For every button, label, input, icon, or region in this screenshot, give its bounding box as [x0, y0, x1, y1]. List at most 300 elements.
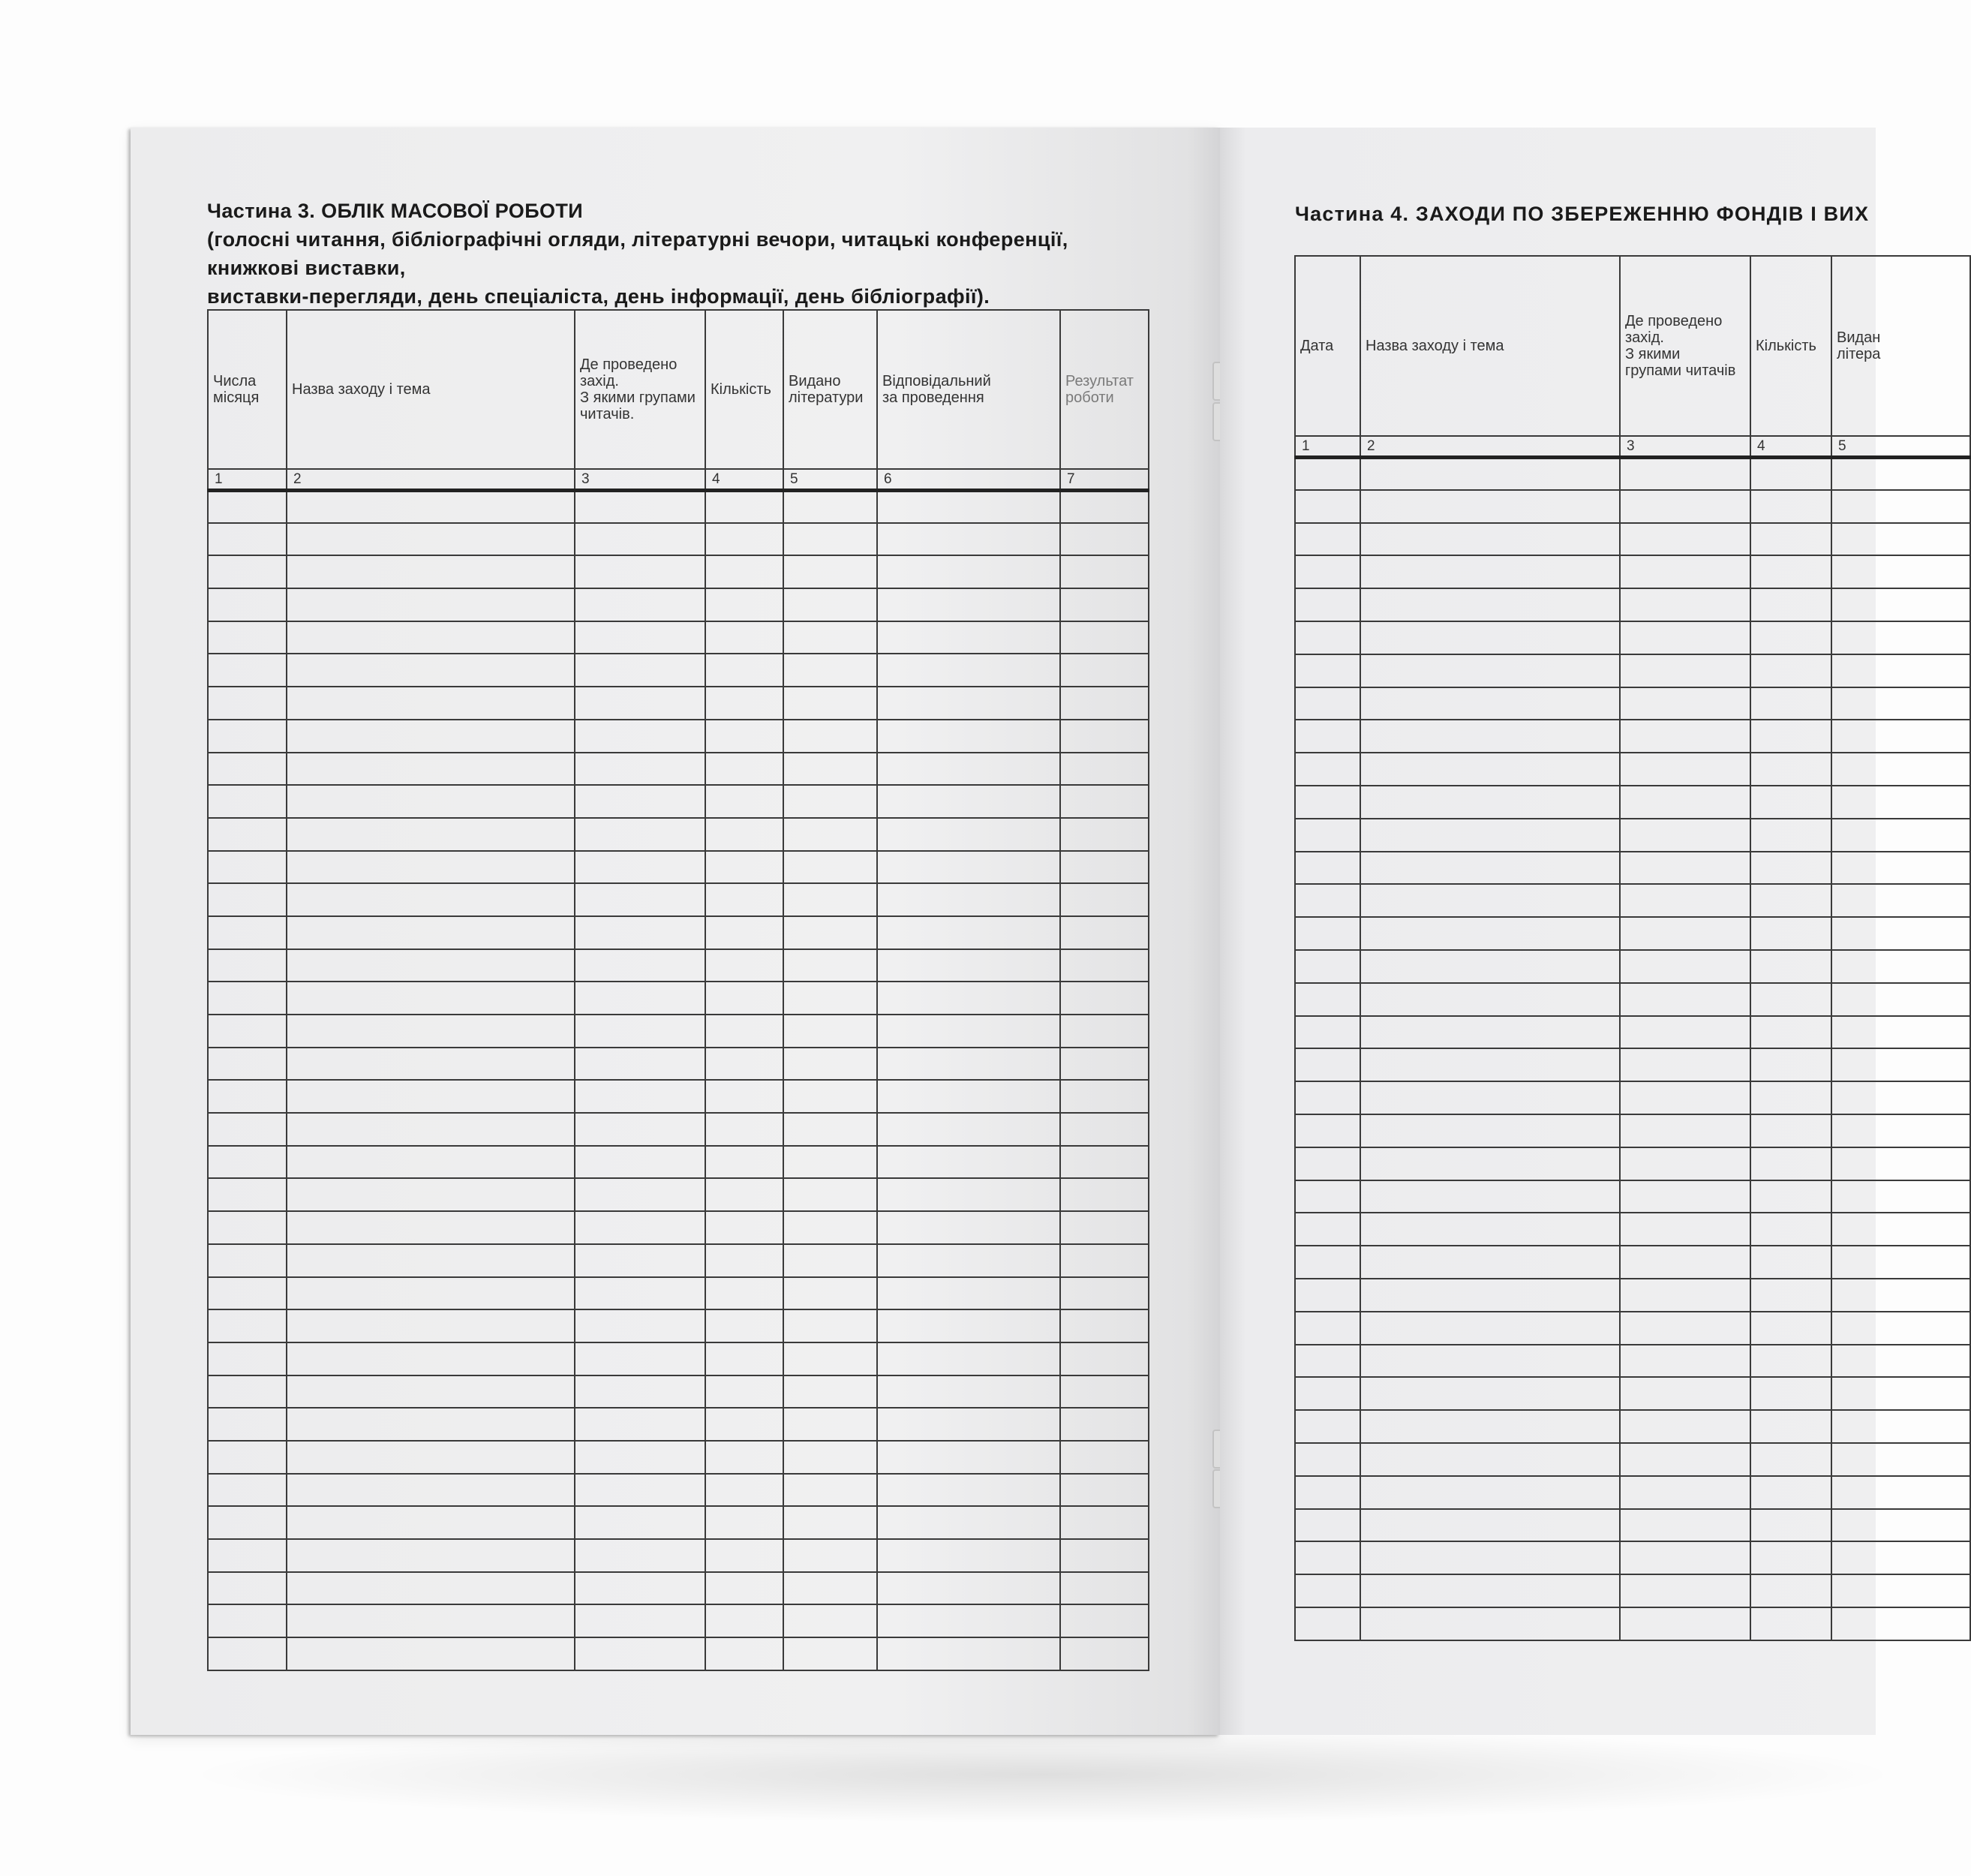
empty-cell — [287, 1015, 575, 1048]
empty-cell — [705, 1015, 783, 1048]
empty-cell — [208, 1539, 287, 1572]
empty-cell — [1750, 917, 1831, 950]
empty-cell — [877, 654, 1060, 687]
empty-cell — [877, 1604, 1060, 1637]
empty-cell — [1831, 983, 1970, 1016]
empty-cell — [208, 818, 287, 851]
empty-cell — [287, 588, 575, 621]
table-row — [1295, 490, 1970, 523]
empty-cell — [208, 1309, 287, 1342]
empty-cell — [783, 720, 877, 753]
table-row — [208, 1408, 1149, 1441]
empty-cell — [287, 490, 575, 523]
empty-cell — [287, 1408, 575, 1441]
empty-cell — [1620, 621, 1750, 654]
empty-cell — [575, 1539, 705, 1572]
table-row — [208, 720, 1149, 753]
empty-cell — [1295, 1246, 1360, 1279]
empty-cell — [1295, 720, 1360, 753]
empty-cell — [1295, 1213, 1360, 1246]
empty-cell — [1831, 1509, 1970, 1542]
empty-cell — [783, 1506, 877, 1539]
table-row — [208, 1441, 1149, 1474]
empty-cell — [783, 1375, 877, 1409]
empty-cell — [287, 1277, 575, 1310]
empty-cell — [1360, 1016, 1620, 1049]
empty-cell — [705, 588, 783, 621]
empty-cell — [575, 851, 705, 884]
empty-cell — [783, 1048, 877, 1081]
column-number: 2 — [287, 469, 575, 490]
table-row — [1295, 983, 1970, 1016]
empty-cell — [1831, 1048, 1970, 1081]
empty-cell — [1060, 785, 1149, 818]
table-row — [1295, 1180, 1970, 1213]
title-line: виставки-перегляди, день спеціаліста, день інформації, день бібліографії). — [207, 285, 990, 308]
column-number: 5 — [783, 469, 877, 490]
header-cell: Відповідальний за проведення — [877, 310, 1060, 469]
empty-cell — [1831, 1377, 1970, 1410]
empty-cell — [1060, 1309, 1149, 1342]
empty-cell — [1360, 884, 1620, 917]
empty-cell — [705, 1277, 783, 1310]
empty-cell — [208, 1178, 287, 1211]
empty-cell — [1060, 1178, 1149, 1211]
empty-cell — [877, 1506, 1060, 1539]
empty-cell — [1360, 950, 1620, 983]
empty-cell — [1295, 1509, 1360, 1542]
empty-cell — [1295, 983, 1360, 1016]
empty-cell — [208, 982, 287, 1015]
header-cell: Дата — [1295, 256, 1360, 436]
empty-cell — [1750, 1377, 1831, 1410]
table-row — [208, 1113, 1149, 1146]
empty-cell — [1620, 720, 1750, 753]
empty-cell — [1060, 720, 1149, 753]
empty-cell — [705, 687, 783, 720]
empty-cell — [783, 916, 877, 949]
empty-cell — [1750, 621, 1831, 654]
table-row — [1295, 687, 1970, 720]
empty-cell — [1295, 753, 1360, 786]
empty-cell — [1295, 1114, 1360, 1147]
empty-cell — [575, 1506, 705, 1539]
empty-cell — [1360, 819, 1620, 852]
empty-cell — [1831, 786, 1970, 819]
empty-cell — [783, 1211, 877, 1244]
empty-cell — [705, 720, 783, 753]
empty-cell — [1060, 1637, 1149, 1670]
empty-cell — [705, 1342, 783, 1375]
empty-cell — [877, 851, 1060, 884]
empty-cell — [287, 949, 575, 982]
empty-cell — [287, 1375, 575, 1409]
empty-cell — [877, 555, 1060, 588]
empty-cell — [1295, 523, 1360, 556]
table-row — [208, 1539, 1149, 1572]
table-row — [208, 818, 1149, 851]
empty-cell — [287, 523, 575, 556]
left-page-title — [207, 197, 1212, 311]
empty-cell — [1750, 1541, 1831, 1574]
table-row — [1295, 884, 1970, 917]
table-row — [1295, 1410, 1970, 1443]
empty-cell — [575, 1342, 705, 1375]
header-cell: Кількість — [1750, 256, 1831, 436]
empty-cell — [1831, 1476, 1970, 1509]
empty-cell — [575, 588, 705, 621]
table-row — [208, 1637, 1149, 1670]
empty-cell — [783, 818, 877, 851]
empty-cell — [1750, 490, 1831, 523]
column-number: 3 — [1620, 436, 1750, 457]
empty-cell — [783, 1572, 877, 1605]
empty-cell — [783, 1146, 877, 1179]
book-shadow — [180, 1726, 1906, 1823]
column-number: 6 — [877, 469, 1060, 490]
empty-cell — [1060, 1342, 1149, 1375]
empty-cell — [1060, 1277, 1149, 1310]
empty-cell — [1831, 1016, 1970, 1049]
table-header-row — [1295, 256, 1970, 436]
empty-cell — [1360, 1246, 1620, 1279]
table-row — [1295, 819, 1970, 852]
table-row — [1295, 1312, 1970, 1345]
table-row — [1295, 917, 1970, 950]
empty-cell — [1295, 1541, 1360, 1574]
empty-cell — [1750, 819, 1831, 852]
empty-cell — [575, 1048, 705, 1081]
empty-cell — [877, 785, 1060, 818]
empty-cell — [877, 1375, 1060, 1409]
empty-cell — [705, 1441, 783, 1474]
table-row — [208, 916, 1149, 949]
empty-cell — [783, 1113, 877, 1146]
empty-cell — [287, 654, 575, 687]
empty-cell — [1750, 1410, 1831, 1443]
empty-cell — [1750, 1016, 1831, 1049]
empty-cell — [877, 753, 1060, 786]
empty-cell — [783, 1277, 877, 1310]
empty-cell — [877, 1277, 1060, 1310]
table-row — [1295, 1443, 1970, 1476]
empty-cell — [1831, 555, 1970, 588]
empty-cell — [783, 687, 877, 720]
empty-cell — [208, 1048, 287, 1081]
empty-cell — [1750, 654, 1831, 687]
empty-cell — [1620, 1180, 1750, 1213]
empty-cell — [1295, 1574, 1360, 1607]
empty-cell — [208, 1604, 287, 1637]
empty-cell — [877, 621, 1060, 654]
empty-cell — [877, 818, 1060, 851]
empty-cell — [575, 1375, 705, 1409]
empty-cell — [1620, 1312, 1750, 1345]
empty-cell — [783, 555, 877, 588]
empty-cell — [287, 555, 575, 588]
table-row — [208, 1244, 1149, 1277]
table-row — [1295, 1016, 1970, 1049]
column-number: 4 — [1750, 436, 1831, 457]
empty-cell — [287, 1146, 575, 1179]
empty-cell — [705, 753, 783, 786]
empty-cell — [287, 982, 575, 1015]
empty-cell — [287, 1342, 575, 1375]
table-row — [208, 687, 1149, 720]
empty-cell — [1360, 1081, 1620, 1114]
empty-cell — [208, 621, 287, 654]
empty-cell — [783, 1244, 877, 1277]
empty-cell — [705, 1211, 783, 1244]
empty-cell — [1831, 753, 1970, 786]
empty-cell — [575, 1408, 705, 1441]
header-cell: Назва заходу і тема — [1360, 256, 1620, 436]
empty-cell — [1831, 490, 1970, 523]
table-row — [1295, 852, 1970, 885]
empty-cell — [1360, 1443, 1620, 1476]
empty-cell — [877, 720, 1060, 753]
empty-cell — [1831, 1180, 1970, 1213]
empty-cell — [1295, 1147, 1360, 1180]
empty-cell — [1360, 687, 1620, 720]
empty-cell — [705, 654, 783, 687]
empty-cell — [1360, 1377, 1620, 1410]
empty-cell — [575, 949, 705, 982]
empty-cell — [1620, 884, 1750, 917]
empty-cell — [1831, 884, 1970, 917]
empty-cell — [575, 1080, 705, 1113]
empty-cell — [287, 621, 575, 654]
table-header-row — [208, 310, 1149, 469]
empty-cell — [1295, 1377, 1360, 1410]
table-row — [208, 949, 1149, 982]
empty-cell — [783, 1539, 877, 1572]
empty-cell — [1831, 1312, 1970, 1345]
empty-cell — [1360, 621, 1620, 654]
empty-cell — [1060, 1539, 1149, 1572]
empty-cell — [1620, 1476, 1750, 1509]
empty-cell — [208, 523, 287, 556]
empty-cell — [575, 687, 705, 720]
empty-cell — [1750, 852, 1831, 885]
column-number: 1 — [208, 469, 287, 490]
empty-cell — [1831, 720, 1970, 753]
empty-cell — [575, 883, 705, 916]
empty-cell — [1060, 753, 1149, 786]
table-row — [1295, 1345, 1970, 1378]
empty-cell — [1620, 917, 1750, 950]
table-row — [208, 1146, 1149, 1179]
empty-cell — [1620, 1016, 1750, 1049]
header-cell: Числа місяця — [208, 310, 287, 469]
empty-cell — [287, 1048, 575, 1081]
table-row — [1295, 1377, 1970, 1410]
header-cell: Результат роботи — [1060, 310, 1149, 469]
empty-cell — [1295, 555, 1360, 588]
empty-cell — [287, 687, 575, 720]
empty-cell — [1360, 1574, 1620, 1607]
empty-cell — [705, 883, 783, 916]
empty-cell — [705, 1113, 783, 1146]
column-number: 5 — [1831, 436, 1970, 457]
table-row — [208, 490, 1149, 523]
empty-cell — [287, 1604, 575, 1637]
empty-cell — [1620, 1345, 1750, 1378]
empty-cell — [783, 1604, 877, 1637]
empty-cell — [1620, 687, 1750, 720]
empty-cell — [705, 555, 783, 588]
empty-cell — [1060, 1604, 1149, 1637]
empty-cell — [1620, 1213, 1750, 1246]
empty-cell — [705, 1637, 783, 1670]
empty-cell — [783, 1342, 877, 1375]
empty-cell — [1060, 588, 1149, 621]
table-row — [1295, 1607, 1970, 1640]
empty-cell — [1620, 457, 1750, 490]
empty-cell — [287, 1211, 575, 1244]
empty-cell — [1060, 1113, 1149, 1146]
empty-cell — [1360, 1180, 1620, 1213]
empty-cell — [575, 753, 705, 786]
empty-cell — [287, 1539, 575, 1572]
empty-cell — [1620, 555, 1750, 588]
empty-cell — [1750, 720, 1831, 753]
empty-cell — [1060, 949, 1149, 982]
table-row — [208, 883, 1149, 916]
empty-cell — [1060, 1474, 1149, 1507]
empty-cell — [1750, 1114, 1831, 1147]
empty-cell — [705, 1506, 783, 1539]
empty-cell — [1060, 555, 1149, 588]
empty-cell — [208, 1572, 287, 1605]
table-row — [1295, 621, 1970, 654]
empty-cell — [287, 720, 575, 753]
table-row — [1295, 1147, 1970, 1180]
empty-cell — [705, 949, 783, 982]
empty-cell — [1060, 621, 1149, 654]
empty-cell — [705, 1375, 783, 1409]
empty-cell — [783, 490, 877, 523]
empty-cell — [1360, 1410, 1620, 1443]
empty-cell — [1750, 884, 1831, 917]
table-row — [1295, 1246, 1970, 1279]
empty-cell — [1295, 1410, 1360, 1443]
empty-cell — [575, 1604, 705, 1637]
empty-cell — [1620, 1541, 1750, 1574]
empty-cell — [208, 720, 287, 753]
empty-cell — [287, 1506, 575, 1539]
empty-cell — [783, 1080, 877, 1113]
empty-cell — [705, 818, 783, 851]
table-row — [1295, 1279, 1970, 1312]
empty-cell — [1295, 1476, 1360, 1509]
empty-cell — [575, 490, 705, 523]
empty-cell — [1620, 490, 1750, 523]
empty-cell — [1360, 1147, 1620, 1180]
header-cell: Кількість — [705, 310, 783, 469]
empty-cell — [1360, 1312, 1620, 1345]
column-number: 2 — [1360, 436, 1620, 457]
empty-cell — [877, 1309, 1060, 1342]
empty-cell — [575, 785, 705, 818]
empty-cell — [1831, 1081, 1970, 1114]
empty-cell — [1620, 786, 1750, 819]
empty-cell — [1831, 621, 1970, 654]
empty-cell — [705, 621, 783, 654]
empty-cell — [1360, 457, 1620, 490]
empty-cell — [783, 523, 877, 556]
empty-cell — [287, 785, 575, 818]
empty-cell — [1295, 1016, 1360, 1049]
empty-cell — [1620, 950, 1750, 983]
empty-cell — [1360, 588, 1620, 621]
empty-cell — [783, 1015, 877, 1048]
empty-cell — [783, 949, 877, 982]
empty-cell — [783, 982, 877, 1015]
title-line: книжкові виставки, — [207, 257, 406, 279]
empty-cell — [575, 1146, 705, 1179]
empty-cell — [1060, 1408, 1149, 1441]
empty-cell — [1060, 1441, 1149, 1474]
empty-cell — [1750, 983, 1831, 1016]
empty-cell — [877, 982, 1060, 1015]
empty-cell — [208, 1637, 287, 1670]
empty-cell — [877, 1539, 1060, 1572]
table-row — [1295, 950, 1970, 983]
empty-cell — [1295, 687, 1360, 720]
empty-cell — [1360, 1048, 1620, 1081]
empty-cell — [1060, 1244, 1149, 1277]
empty-cell — [1831, 588, 1970, 621]
table-row — [208, 1277, 1149, 1310]
empty-cell — [1620, 1574, 1750, 1607]
empty-cell — [1750, 1312, 1831, 1345]
table-row — [1295, 555, 1970, 588]
empty-cell — [1060, 883, 1149, 916]
empty-cell — [1295, 621, 1360, 654]
table-row — [208, 785, 1149, 818]
empty-cell — [1750, 1574, 1831, 1607]
column-number: 7 — [1060, 469, 1149, 490]
fund-preservation-table — [1294, 255, 1971, 1641]
empty-cell — [1060, 818, 1149, 851]
table-row — [208, 654, 1149, 687]
empty-cell — [1750, 1345, 1831, 1378]
empty-cell — [1060, 982, 1149, 1015]
empty-cell — [1620, 852, 1750, 885]
empty-cell — [287, 916, 575, 949]
empty-cell — [1060, 1506, 1149, 1539]
empty-cell — [208, 753, 287, 786]
column-number-row — [208, 469, 1149, 490]
empty-cell — [1750, 753, 1831, 786]
empty-cell — [1831, 1443, 1970, 1476]
empty-cell — [1620, 983, 1750, 1016]
empty-cell — [1295, 588, 1360, 621]
empty-cell — [1060, 523, 1149, 556]
empty-cell — [705, 982, 783, 1015]
empty-cell — [877, 588, 1060, 621]
empty-cell — [705, 1408, 783, 1441]
empty-cell — [1620, 1246, 1750, 1279]
empty-cell — [208, 949, 287, 982]
empty-cell — [575, 916, 705, 949]
empty-cell — [1295, 490, 1360, 523]
empty-cell — [208, 1474, 287, 1507]
empty-cell — [1620, 1377, 1750, 1410]
empty-cell — [705, 1474, 783, 1507]
empty-cell — [877, 1342, 1060, 1375]
